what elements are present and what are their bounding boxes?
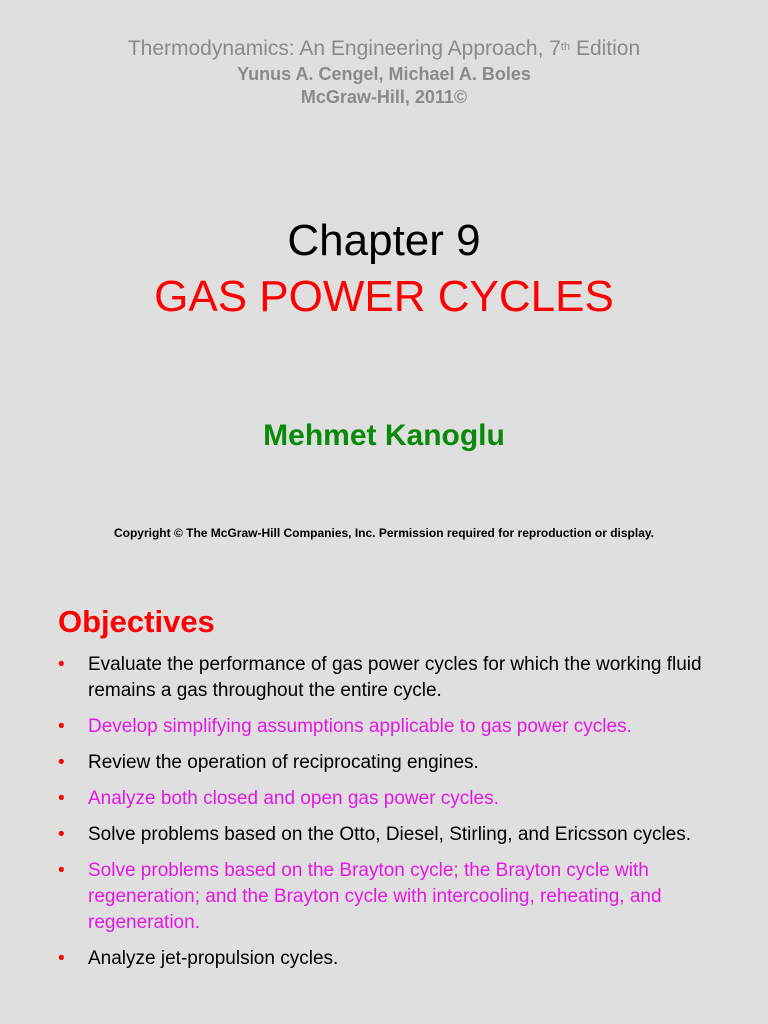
book-title-suffix: Edition xyxy=(570,37,641,60)
objective-text: Analyze jet-propulsion cycles. xyxy=(88,948,339,969)
objective-text: Develop simplifying assumptions applicable to gas power cycles. xyxy=(88,716,632,737)
objectives-heading: Objectives xyxy=(58,604,215,639)
objective-text: Solve problems based on the Otto, Diesel, Stirling, and Ericsson cycles. xyxy=(88,824,692,845)
chapter-title: GAS POWER CYCLES xyxy=(154,272,614,321)
objective-item xyxy=(58,786,718,812)
objective-item xyxy=(58,652,718,704)
bullet-icon: • xyxy=(58,860,65,881)
objective-text: Evaluate the performance of gas power cycles for which the working fluid remains a gas throughout the entire cycle. xyxy=(88,654,702,701)
bullet-icon: • xyxy=(58,824,65,845)
objective-item xyxy=(58,946,718,972)
book-title xyxy=(0,36,768,62)
presenter-name: Mehmet Kanoglu xyxy=(263,419,505,452)
chapter-number: Chapter 9 xyxy=(287,216,481,265)
objective-text: Analyze both closed and open gas power cycles. xyxy=(88,788,499,809)
bullet-icon: • xyxy=(58,716,65,737)
objective-item xyxy=(58,858,718,936)
bullet-icon: • xyxy=(58,752,65,773)
objective-item xyxy=(58,750,718,776)
book-publisher: McGraw-Hill, 2011© xyxy=(300,87,468,107)
copyright-notice: Copyright © The McGraw-Hill Companies, Inc. Permission required for reproduction or display. xyxy=(113,526,655,540)
objective-text: Solve problems based on the Brayton cycle; the Brayton cycle with regeneration; and the Brayton cycle with intercooling, reheating, and regeneration. xyxy=(88,860,662,933)
bullet-icon: • xyxy=(58,788,65,809)
bullet-icon: • xyxy=(58,948,65,969)
objective-item xyxy=(58,714,718,740)
objective-item xyxy=(58,822,718,848)
bullet-icon: • xyxy=(58,654,65,675)
objective-text: Review the operation of reciprocating engines. xyxy=(88,752,479,773)
book-authors: Yunus A. Cengel, Michael A. Boles xyxy=(237,64,531,84)
objectives-slide xyxy=(0,580,768,1024)
objectives-list xyxy=(58,652,718,982)
book-title-superscript: th xyxy=(560,41,571,53)
book-title-main: Thermodynamics: An Engineering Approach, 7 xyxy=(127,37,561,60)
